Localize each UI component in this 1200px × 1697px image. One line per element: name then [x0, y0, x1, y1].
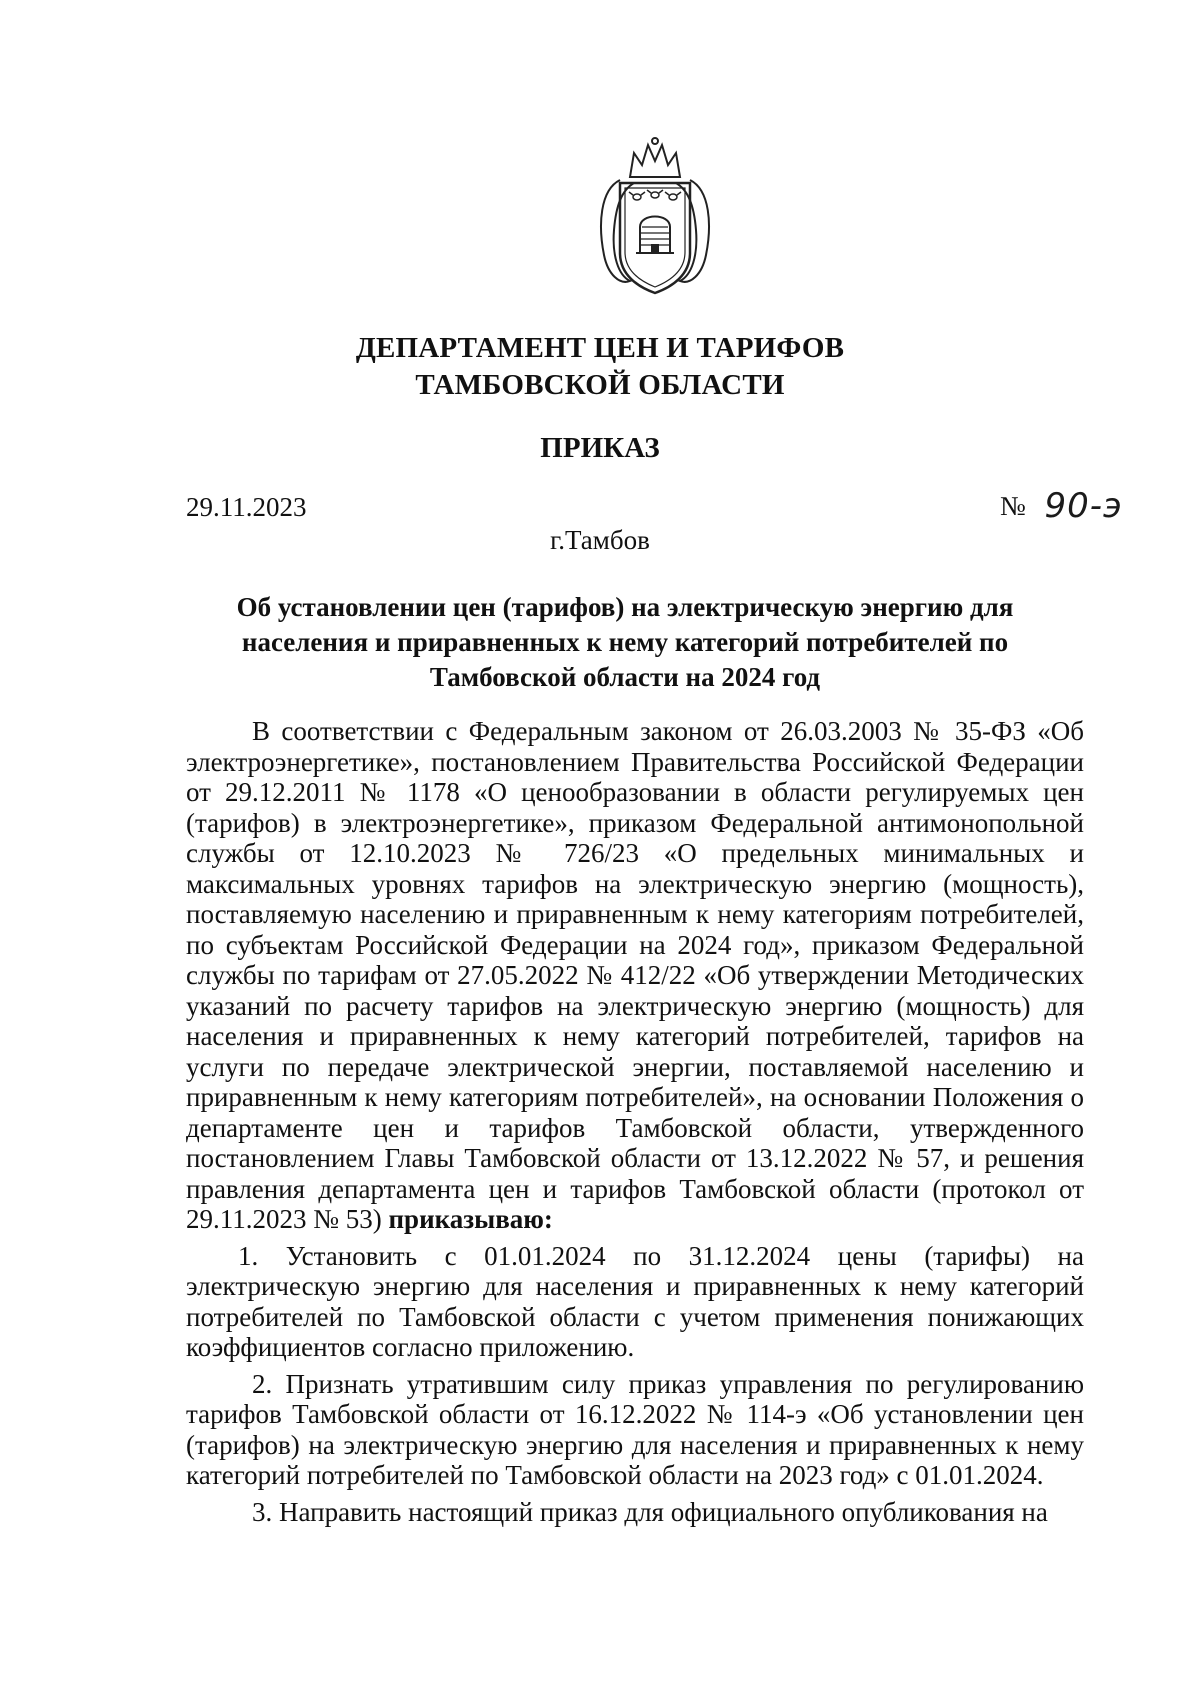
- title-line-2: населения и приравненных к нему категорий потребителей по: [241, 627, 1009, 657]
- number-sign: №: [1000, 490, 1026, 521]
- order-word: приказываю:: [388, 1204, 553, 1234]
- handwritten-number: 90-э: [1044, 486, 1123, 526]
- title-line-3: Тамбовской области на 2024 год: [429, 662, 821, 692]
- org-line-2: ТАМБОВСКОЙ ОБЛАСТИ: [415, 369, 785, 401]
- preamble-paragraph: [186, 716, 1084, 1235]
- order-item-3: 3. Направить настоящий приказ для официального опубликования на: [252, 1496, 1048, 1527]
- document-city: г.Тамбов: [550, 525, 650, 555]
- title-line-1: Об установлении цен (тарифов) на электрическую энергию для: [236, 592, 1014, 622]
- document-date: 29.11.2023: [186, 492, 307, 522]
- preamble-text: В соответствии с Федеральным законом от 26.03.2003 № 35-ФЗ «Об электроэнергетике», постановлением Правительства Российской Федерации от 29.12.2011 № 1178 «О ценообразовании в области регулируемых цен (тарифов) в электроэнергетике», приказом Федеральной антимонопольной службы от 12.10.2023 № 726/23 «О предельных минимальных и максимальных уровнях тарифов на электрическую энергию (мощность), поставляемую населению и приравненным к нему категориям потребителей, по субъектам Российской Федерации на 2024 год», приказом Федеральной службы по тарифам от 27.05.2022 № 412/22 «Об утверждении Методических указаний по расчету тарифов на электрическую энергию (мощность) для населения и приравненных к нему категорий потребителей, тарифов на услуги по передаче электрической энергии, поставляемой населению и приравненным к нему категориям потребителей», на основании Положения о департаменте цен и тарифов Тамбовской области, утвержденного постановлением Главы Тамбовской области от 13.12.2022 № 57, и решения правления департамента цен и тарифов Тамбовской области (протокол от 29.11.2023 № 53): [186, 716, 1084, 1234]
- order-item-2: 2. Признать утратившим силу приказ управления по регулированию тарифов Тамбовской области от 16.12.2022 № 114-э «Об установлении цен (тарифов) на электрическую энергию для населения и приравненных к нему категорий потребителей по Тамбовской области на 2023 год» с 01.01.2024.: [186, 1368, 1084, 1490]
- document-type: ПРИКАЗ: [540, 432, 660, 464]
- document-title: [200, 590, 1050, 695]
- document-body: [186, 716, 1084, 1527]
- organization-name: [0, 330, 1200, 404]
- tambov-coat-of-arms-icon: [590, 135, 720, 300]
- document-number: [1000, 486, 1123, 526]
- org-line-1: ДЕПАРТАМЕНТ ЦЕН И ТАРИФОВ: [355, 332, 845, 364]
- order-item-1: 1. Установить с 01.01.2024 по 31.12.2024 цены (тарифы) на электрическую энергию для населения и приравненных к нему категорий потребителей по Тамбовской области с учетом применения понижающих коэффициентов согласно приложению.: [186, 1240, 1084, 1362]
